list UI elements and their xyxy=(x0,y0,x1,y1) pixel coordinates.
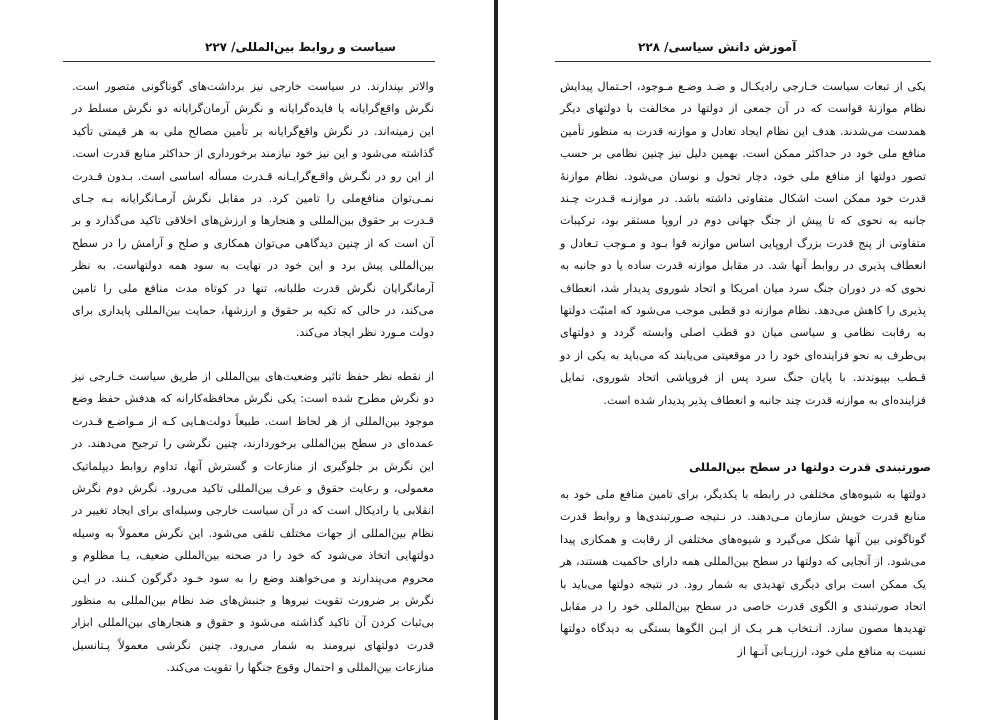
left-paragraph-2: از نقطه نظر حفظ تاثیر وضعیت‌های بین‌المللی از طریق سیاست خـارجی نیز دو نگرش مطرح شده است: یکی نگرش محافظه‌کارانه که هدفش حفظ وضع موجود بین‌المللی از هر لحاظ است. طبیعاً دولت‌هـایی کـه از مـواضـع قـدرت عمده‌ای در سطح بین‌المللی برخوردارند، چنین نگرشی را ترجیح می‌دهند. در این نگرش بر جلوگیری از منازعات و گسترش آنها، تداوم روابط دیپلماتیک معمولی، و رعایت حقوق و عرف بین‌المللی تاکید می‌رود. نگرش دوم نگرش انقلابی یا رادیکال است که در آن سیاست خارجی وسیله‌ای برای ایجاد تغییر در نظام بین‌المللی از جهات مختلف تلقی می‌شود. این نگرش معمولاً به وسیله دولتهایی اتخاذ می‌شود که خود را در صحنه بین‌المللی ضعیف، یـا مظلوم و محروم می‌پندارند و می‌خواهند وضع را به سود خـود دگرگون کـنند. در ایـن نگرش بر ضرورت تقویت نیروها و جنبش‌های ضد نظام بین‌المللی به منظور بی‌ثبات کردن آن تاکید گذاشته می‌شود و حقوق و هنجارهای بین‌المللی ابزار قدرت دولتهای نیرومند به شمار می‌رود. چنین نگرشی معمولاً پـتانسیل منازعات بین‌المللی و احتمال وقوع جنگها را تقویت می‌کند. xyxy=(72,370,434,675)
header-rule-right xyxy=(555,61,931,62)
left-page xyxy=(0,0,494,720)
running-head-left: سیاست و روابط بین‌المللی/ ۲۲۷ xyxy=(205,40,396,54)
right-page xyxy=(498,0,991,720)
right-paragraph-1: یکی از تبعات سیاست خـارجی رادیکـال و ضـد وضـع مـوجود، احـتمال پیدایش نظام موازنهٔ قواست که در آن جمعی از دولتها در مخالفت با دولتهای دیگر همدست می‌شدند. هدف این نظام ایجاد تعادل و موازنه قدرت به منظور تأمین منافع ملی خود در حداکثر ممکن است. بهمین دلیل نیز چنین نظامی بر حسب تصور دولتها از منافع ملی خود، دچار تحول و نوسان می‌شود. نظام موازنهٔ قدرت خود ممکن است اشکال متفاوتی داشته باشد. در موازنـه قـدرت چـند جانبه به نحوی که تا پیش از جنگ جهانی دوم در اروپا مستقر بود، ترکیبات متفاوتی از پنج قدرت بزرگ اروپایی اساس موازنه قوا بـود و مـوجب تـعادل و انعطاف پذیری در روابط آنها شد. در مقابل موازنه قدرت ساده یا دو جانبه به نحوی که در دوران جنگ سرد میان امریکا و اتحاد شوروی پدیدار شد، انعطاف پذیری را کاهش می‌دهد. نظام موازنه دو قطبی موجب می‌شود که امنیّت دولتها به رقابت نظامی و سیاسی میان دو قطب اصلی وابسته گردد و دولتهای بی‌طرف به نحو فزاینده‌ای خود را در موقعیتی می‌یابند که می‌باید به یکی از دو قـطب بپیوندند. با پایان جنگ سرد پس از فروپاشی اتحاد شوروی، تمایل فزاینده‌ای به موازنه قدرت چند جانبه و انعطاف پذیر پدیدار شده است. xyxy=(560,80,926,407)
section-heading: صورتبندی قدرت دولتها در سطح بین‌المللی xyxy=(689,460,931,474)
right-paragraph-2: دولتها به شیوه‌های مختلفی در رابطه با یکدیگر، برای تامین منافع ملی خود به منابع قدرت خویش سازمان مـی‌دهند. در نـتیجه صـورتبندی‌ها و روابط قدرت گوناگونی بین آنها شکل می‌گیرد و شیوه‌های مختلفی از رقابت و همکاری پیدا می‌شود. از آنجایی که دولتها در سطح بین‌المللی همه دارای حاکمیت هستند، هر یک ممکن است برای دیگری تهدیدی به شمار رود. در نتیجه دولتها می‌باید با اتحاد صورتبندی و الگوی قدرت خاصی در سطح بین‌المللی خود را در مقابل تهدیدها مصون سازد. انـتخاب هـر یـک از ایـن الگوها بستگی به دیدگاه دولتها نسبت به منافع ملی خود، ارزیـابی آنـها از xyxy=(560,488,926,658)
header-rule-left xyxy=(63,61,435,62)
left-paragraph-1: والاتر بپندارند. در سیاست خارجی نیز برداشت‌های گوناگونی متصور است. نگرش واقع‌گرایانه یا فایده‌گرایانه و نگرش آرمان‌گرایانه دو نگرش مسلط در این زمینه‌اند. در نگرش واقع‌گرایانه بر تأمین مصالح ملی به هر قیمتی تأکید گذاشته می‌شود و این نیز خود نیازمند برخورداری از حداکثر منابع قدرت است. از این رو در نگـرش واقـع‌گرایـانه قـدرت مسأله اساسی است. بـدون قـدرت نمـی‌توان منافع‌ملی را تامین کرد. در مقابل نگرش آرمـانگرایانه بـه جـای قـدرت بر حقوق بین‌المللی و هنجارها و ارزش‌های اخلاقی تاکید می‌گذارد و بر آن است که از چنین دیدگاهی می‌توان همکاری و صلح و آرامش را در سطح بین‌المللی پیش برد و این خود در نهایت به سود همه دولتهاست. به نظر آرمانگرایان نگرش قدرت طلبانه، تنها در کوتاه مدت منافع ملی را تامین می‌کند، در حالی که تکیه بر حقوق و ارزشها، حمایت بین‌المللی پایداری برای دولت مـورد نظر ایجاد می‌کند. xyxy=(72,80,434,340)
running-head-right: آموزش دانش سیاسی/ ۲۲۸ xyxy=(638,40,797,54)
